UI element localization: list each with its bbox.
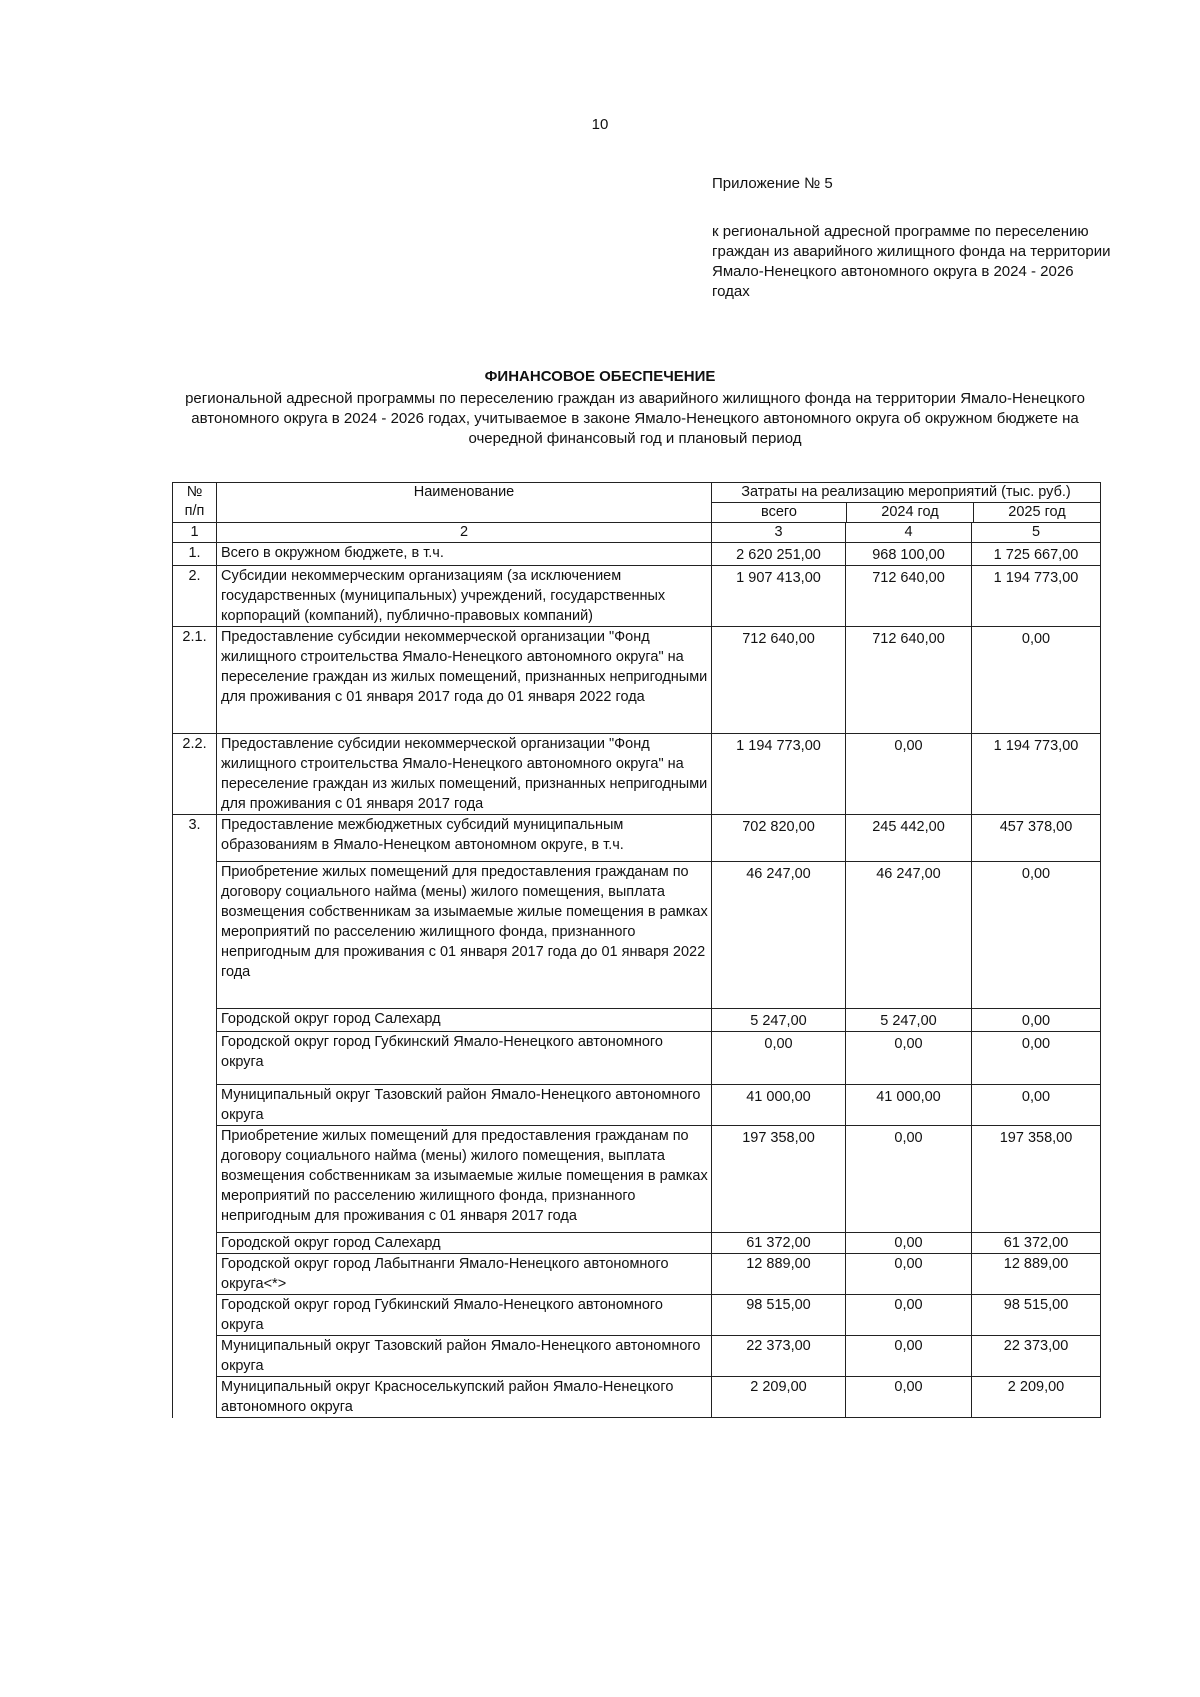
col-number: 5 — [972, 523, 1101, 543]
table-row — [173, 1032, 1101, 1085]
row-2024: 245 442,00 — [846, 815, 972, 862]
row-2025: 0,00 — [972, 1032, 1101, 1085]
row-2025: 12 889,00 — [972, 1254, 1101, 1295]
table-row — [173, 1377, 1101, 1418]
table-row — [173, 566, 1101, 627]
col-number: 2 — [217, 523, 712, 543]
row-total: 197 358,00 — [712, 1126, 846, 1233]
row-2025: 61 372,00 — [972, 1233, 1101, 1254]
table-row — [173, 734, 1101, 815]
header-num-line1: № — [186, 484, 203, 500]
table-row — [173, 1336, 1101, 1377]
row-2025: 0,00 — [972, 862, 1101, 1009]
row-2024: 0,00 — [846, 1126, 972, 1233]
row-2024: 712 640,00 — [846, 627, 972, 734]
table-row — [173, 862, 1101, 1009]
row-total: 0,00 — [712, 1032, 846, 1085]
row-2024: 0,00 — [846, 1295, 972, 1336]
row-2024: 0,00 — [846, 1336, 972, 1377]
row-total: 2 620 251,00 — [712, 543, 846, 566]
row-total: 702 820,00 — [712, 815, 846, 862]
appendix-title: Приложение № 5 — [712, 175, 833, 192]
document-title: ФИНАНСОВОЕ ОБЕСПЕЧЕНИЕ — [484, 368, 716, 385]
row-total: 5 247,00 — [712, 1009, 846, 1032]
table-row — [173, 1254, 1101, 1295]
row-total: 22 373,00 — [712, 1336, 846, 1377]
table-header-row — [173, 483, 1101, 523]
table-row — [173, 627, 1101, 734]
row-2025: 0,00 — [972, 627, 1101, 734]
row-name: Городской округ город Губкинский Ямало-Ненецкого автономного округа — [217, 1032, 712, 1085]
table-row — [173, 1233, 1101, 1254]
row-2024: 0,00 — [846, 734, 972, 815]
header-name: Наименование — [217, 483, 712, 523]
table-row — [173, 1009, 1101, 1032]
row-total: 41 000,00 — [712, 1085, 846, 1126]
row-2025: 22 373,00 — [972, 1336, 1101, 1377]
row-2024: 0,00 — [846, 1377, 972, 1418]
row-total: 2 209,00 — [712, 1377, 846, 1418]
row-2025: 2 209,00 — [972, 1377, 1101, 1418]
row-total: 12 889,00 — [712, 1254, 846, 1295]
table-row — [173, 1085, 1101, 1126]
row-name: Городской округ город Губкинский Ямало-Ненецкого автономного округа — [217, 1295, 712, 1336]
page-number: 10 — [591, 116, 609, 133]
row-total: 712 640,00 — [712, 627, 846, 734]
financing-table — [172, 482, 1101, 1418]
header-costs-group — [712, 483, 1101, 523]
table-row — [173, 1295, 1101, 1336]
header-costs: Затраты на реализацию мероприятий (тыс. руб.) — [712, 483, 1100, 503]
row-name: Предоставление субсидии некоммерческой организации "Фонд жилищного строительства Ямало-Ненецкого автономного округа" на переселение граждан из жилых помещений, признанных непригодными для проживания с 01 января 2017 года — [217, 734, 712, 815]
row-name: Приобретение жилых помещений для предоставления гражданам по договору социального найма (мены) жилого помещения, выплата возмещения собственникам за изымаемые жилые помещения в рамках мероприятий по расселению жилищного фонда, признанного непригодным для проживания с 01 января 2017 года до 01 января 2022 года — [217, 862, 712, 1009]
row-2024: 712 640,00 — [846, 566, 972, 627]
row-name: Городской округ город Салехард — [217, 1009, 712, 1032]
row-name: Муниципальный округ Тазовский район Ямало-Ненецкого автономного округа — [217, 1336, 712, 1377]
row-num: 2.2. — [173, 734, 217, 815]
row-name: Предоставление межбюджетных субсидий муниципальным образованиям в Ямало-Ненецком автономном округе, в т.ч. — [217, 815, 712, 862]
row-name: Городской округ город Лабытнанги Ямало-Ненецкого автономного округа<*> — [217, 1254, 712, 1295]
row-num: 2. — [173, 566, 217, 627]
row-2024: 5 247,00 — [846, 1009, 972, 1032]
row-2025: 1 194 773,00 — [972, 734, 1101, 815]
row-name: Муниципальный округ Тазовский район Ямало-Ненецкого автономного округа — [217, 1085, 712, 1126]
row-name: Субсидии некоммерческим организациям (за исключением государственных (муниципальных) учреждений, государственных корпораций (компаний), публично-правовых компаний) — [217, 566, 712, 627]
row-2024: 41 000,00 — [846, 1085, 972, 1126]
row-2024: 0,00 — [846, 1233, 972, 1254]
row-name: Приобретение жилых помещений для предоставления гражданам по договору социального найма (мены) жилого помещения, выплата возмещения собственникам за изымаемые жилые помещения в рамках мероприятий по расселению жилищного фонда, признанного непригодным для проживания с 01 января 2017 года — [217, 1126, 712, 1233]
col-number: 1 — [173, 523, 217, 543]
row-2024: 0,00 — [846, 1032, 972, 1085]
row-2025: 98 515,00 — [972, 1295, 1101, 1336]
row-2025: 457 378,00 — [972, 815, 1101, 862]
row-num: 1. — [173, 543, 217, 566]
row-2025: 1 194 773,00 — [972, 566, 1101, 627]
row-2025: 197 358,00 — [972, 1126, 1101, 1233]
row-total: 98 515,00 — [712, 1295, 846, 1336]
row-total: 1 907 413,00 — [712, 566, 846, 627]
row-2025: 0,00 — [972, 1085, 1101, 1126]
table-row — [173, 1126, 1101, 1233]
header-num-line2: п/п — [184, 503, 205, 519]
row-name: Предоставление субсидии некоммерческой организации "Фонд жилищного строительства Ямало-Ненецкого автономного округа" на переселение граждан из жилых помещений, признанных непригодными для проживания с 01 января 2017 года до 01 января 2022 года — [217, 627, 712, 734]
row-name: Всего в окружном бюджете, в т.ч. — [217, 543, 712, 566]
header-total: всего — [712, 503, 847, 522]
table-row — [173, 543, 1101, 566]
table-row — [173, 815, 1101, 862]
row-name: Городской округ город Салехард — [217, 1233, 712, 1254]
header-num-cell — [173, 483, 217, 523]
col-number: 4 — [846, 523, 972, 543]
header-2025: 2025 год — [1008, 504, 1066, 520]
row-total: 46 247,00 — [712, 862, 846, 1009]
row-name: Муниципальный округ Красноселькупский район Ямало-Ненецкого автономного округа — [217, 1377, 712, 1418]
row-2025: 1 725 667,00 — [972, 543, 1101, 566]
document-subtitle: региональной адресной программы по переселению граждан из аварийного жилищного фонда на территории Ямало-Ненецкого автономного округа в 2024 - 2026 годах, учитываемое в законе Ямало-Ненецкого автономного округа об окружном бюджете на очередной финансовый год и плановый период — [185, 390, 1085, 447]
column-number-row — [173, 523, 1101, 543]
appendix-description: к региональной адресной программе по переселению граждан из аварийного жилищного фонда на территории Ямало-Ненецкого автономного округа в 2024 - 2026 годах — [712, 223, 1111, 300]
col-number: 3 — [712, 523, 846, 543]
row-num: 2.1. — [173, 627, 217, 734]
row-2025: 0,00 — [972, 1009, 1101, 1032]
row-num: 3. — [173, 815, 217, 1418]
row-total: 61 372,00 — [712, 1233, 846, 1254]
row-total: 1 194 773,00 — [712, 734, 846, 815]
row-2024: 0,00 — [846, 1254, 972, 1295]
row-2024: 46 247,00 — [846, 862, 972, 1009]
row-2024: 968 100,00 — [846, 543, 972, 566]
header-2024: 2024 год — [847, 503, 974, 522]
